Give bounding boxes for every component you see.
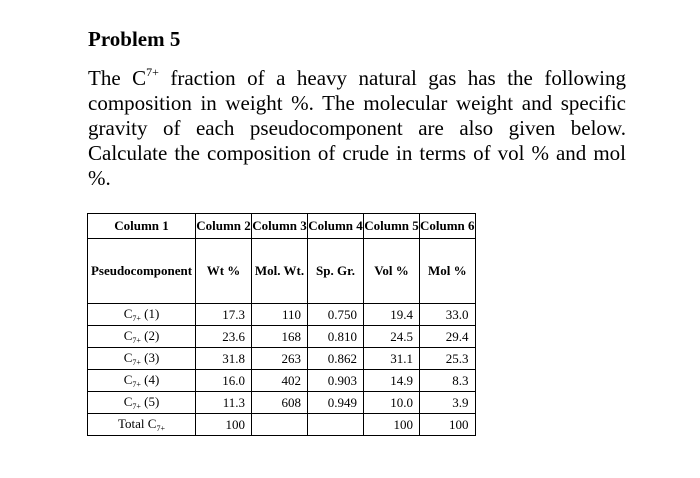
table-row: [88, 326, 476, 348]
component-suffix: (1): [140, 306, 160, 321]
pseudocomponent-cell: [88, 304, 196, 326]
pseudocomponent-cell: [88, 392, 196, 414]
composition-table: [87, 213, 476, 436]
total-row: [88, 414, 476, 436]
mol-cell: 33.0: [420, 304, 476, 326]
column-header-2: Column 2: [196, 214, 252, 239]
component-name: C: [123, 306, 133, 321]
column-header-6: Column 6: [420, 214, 476, 239]
component-name: C: [123, 350, 133, 365]
pseudocomponent-cell: [88, 326, 196, 348]
mol-wt-cell: 608: [252, 392, 308, 414]
vol-cell: 19.4: [364, 304, 420, 326]
wt-cell: 31.8: [196, 348, 252, 370]
pseudocomponent-cell: [88, 370, 196, 392]
table-row: [88, 370, 476, 392]
vol-cell: 10.0: [364, 392, 420, 414]
mol-cell: 8.3: [420, 370, 476, 392]
mol-wt-cell: 263: [252, 348, 308, 370]
mol-cell: 25.3: [420, 348, 476, 370]
problem-title: Problem 5: [88, 27, 181, 51]
vol-cell: 100: [364, 414, 420, 436]
mol-wt-cell: 168: [252, 326, 308, 348]
sp-gr-cell: 0.862: [308, 348, 364, 370]
header-wt-percent: Wt %: [196, 239, 252, 304]
component-name: C: [123, 394, 133, 409]
table-row: [88, 392, 476, 414]
header-sp-gr: Sp. Gr.: [308, 239, 364, 304]
column-header-5: Column 5: [364, 214, 420, 239]
component-name: C: [123, 328, 133, 343]
wt-cell: 100: [196, 414, 252, 436]
component-suffix: (5): [140, 394, 160, 409]
c7-superscript: 7+: [146, 65, 159, 79]
mol-wt-cell: 110: [252, 304, 308, 326]
component-subscript: 7+: [132, 336, 141, 345]
component-subscript: 7+: [156, 424, 165, 433]
component-suffix: (3): [140, 350, 160, 365]
field-header-row: [88, 239, 476, 304]
component-name: Total C: [118, 416, 157, 431]
header-vol-percent: Vol %: [364, 239, 420, 304]
pseudocomponent-cell: [88, 414, 196, 436]
statement-rest: fraction of a heavy natural gas has the following composition in weight %. The molecular weight and specific gravity of each pseudocomponent are also given below. Calculate the composition of crude in terms of vol % and mol %.: [88, 66, 626, 190]
mol-cell: 29.4: [420, 326, 476, 348]
sp-gr-cell: 0.810: [308, 326, 364, 348]
column-header-row: [88, 214, 476, 239]
wt-cell: 11.3: [196, 392, 252, 414]
vol-cell: 31.1: [364, 348, 420, 370]
mol-cell: 100: [420, 414, 476, 436]
component-subscript: 7+: [132, 402, 141, 411]
vol-cell: 14.9: [364, 370, 420, 392]
component-subscript: 7+: [132, 314, 141, 323]
wt-cell: 23.6: [196, 326, 252, 348]
header-mol-percent: Mol %: [420, 239, 476, 304]
sp-gr-cell: 0.750: [308, 304, 364, 326]
vol-cell: 24.5: [364, 326, 420, 348]
column-header-4: Column 4: [308, 214, 364, 239]
column-header-1: Column 1: [88, 214, 196, 239]
sp-gr-cell: 0.949: [308, 392, 364, 414]
sp-gr-cell: [308, 414, 364, 436]
table-row: [88, 348, 476, 370]
component-subscript: 7+: [132, 380, 141, 389]
wt-cell: 17.3: [196, 304, 252, 326]
sp-gr-cell: 0.903: [308, 370, 364, 392]
header-pseudocomponent: Pseudocomponent: [88, 239, 196, 304]
component-suffix: (4): [140, 372, 160, 387]
mol-wt-cell: [252, 414, 308, 436]
column-header-3: Column 3: [252, 214, 308, 239]
mol-cell: 3.9: [420, 392, 476, 414]
component-subscript: 7+: [132, 358, 141, 367]
statement-start: The C: [88, 66, 147, 90]
wt-cell: 16.0: [196, 370, 252, 392]
pseudocomponent-cell: [88, 348, 196, 370]
table-row: [88, 304, 476, 326]
component-name: C: [123, 372, 133, 387]
mol-wt-cell: 402: [252, 370, 308, 392]
header-mol-wt: Mol. Wt.: [252, 239, 308, 304]
problem-statement: [88, 66, 626, 191]
component-suffix: (2): [140, 328, 160, 343]
